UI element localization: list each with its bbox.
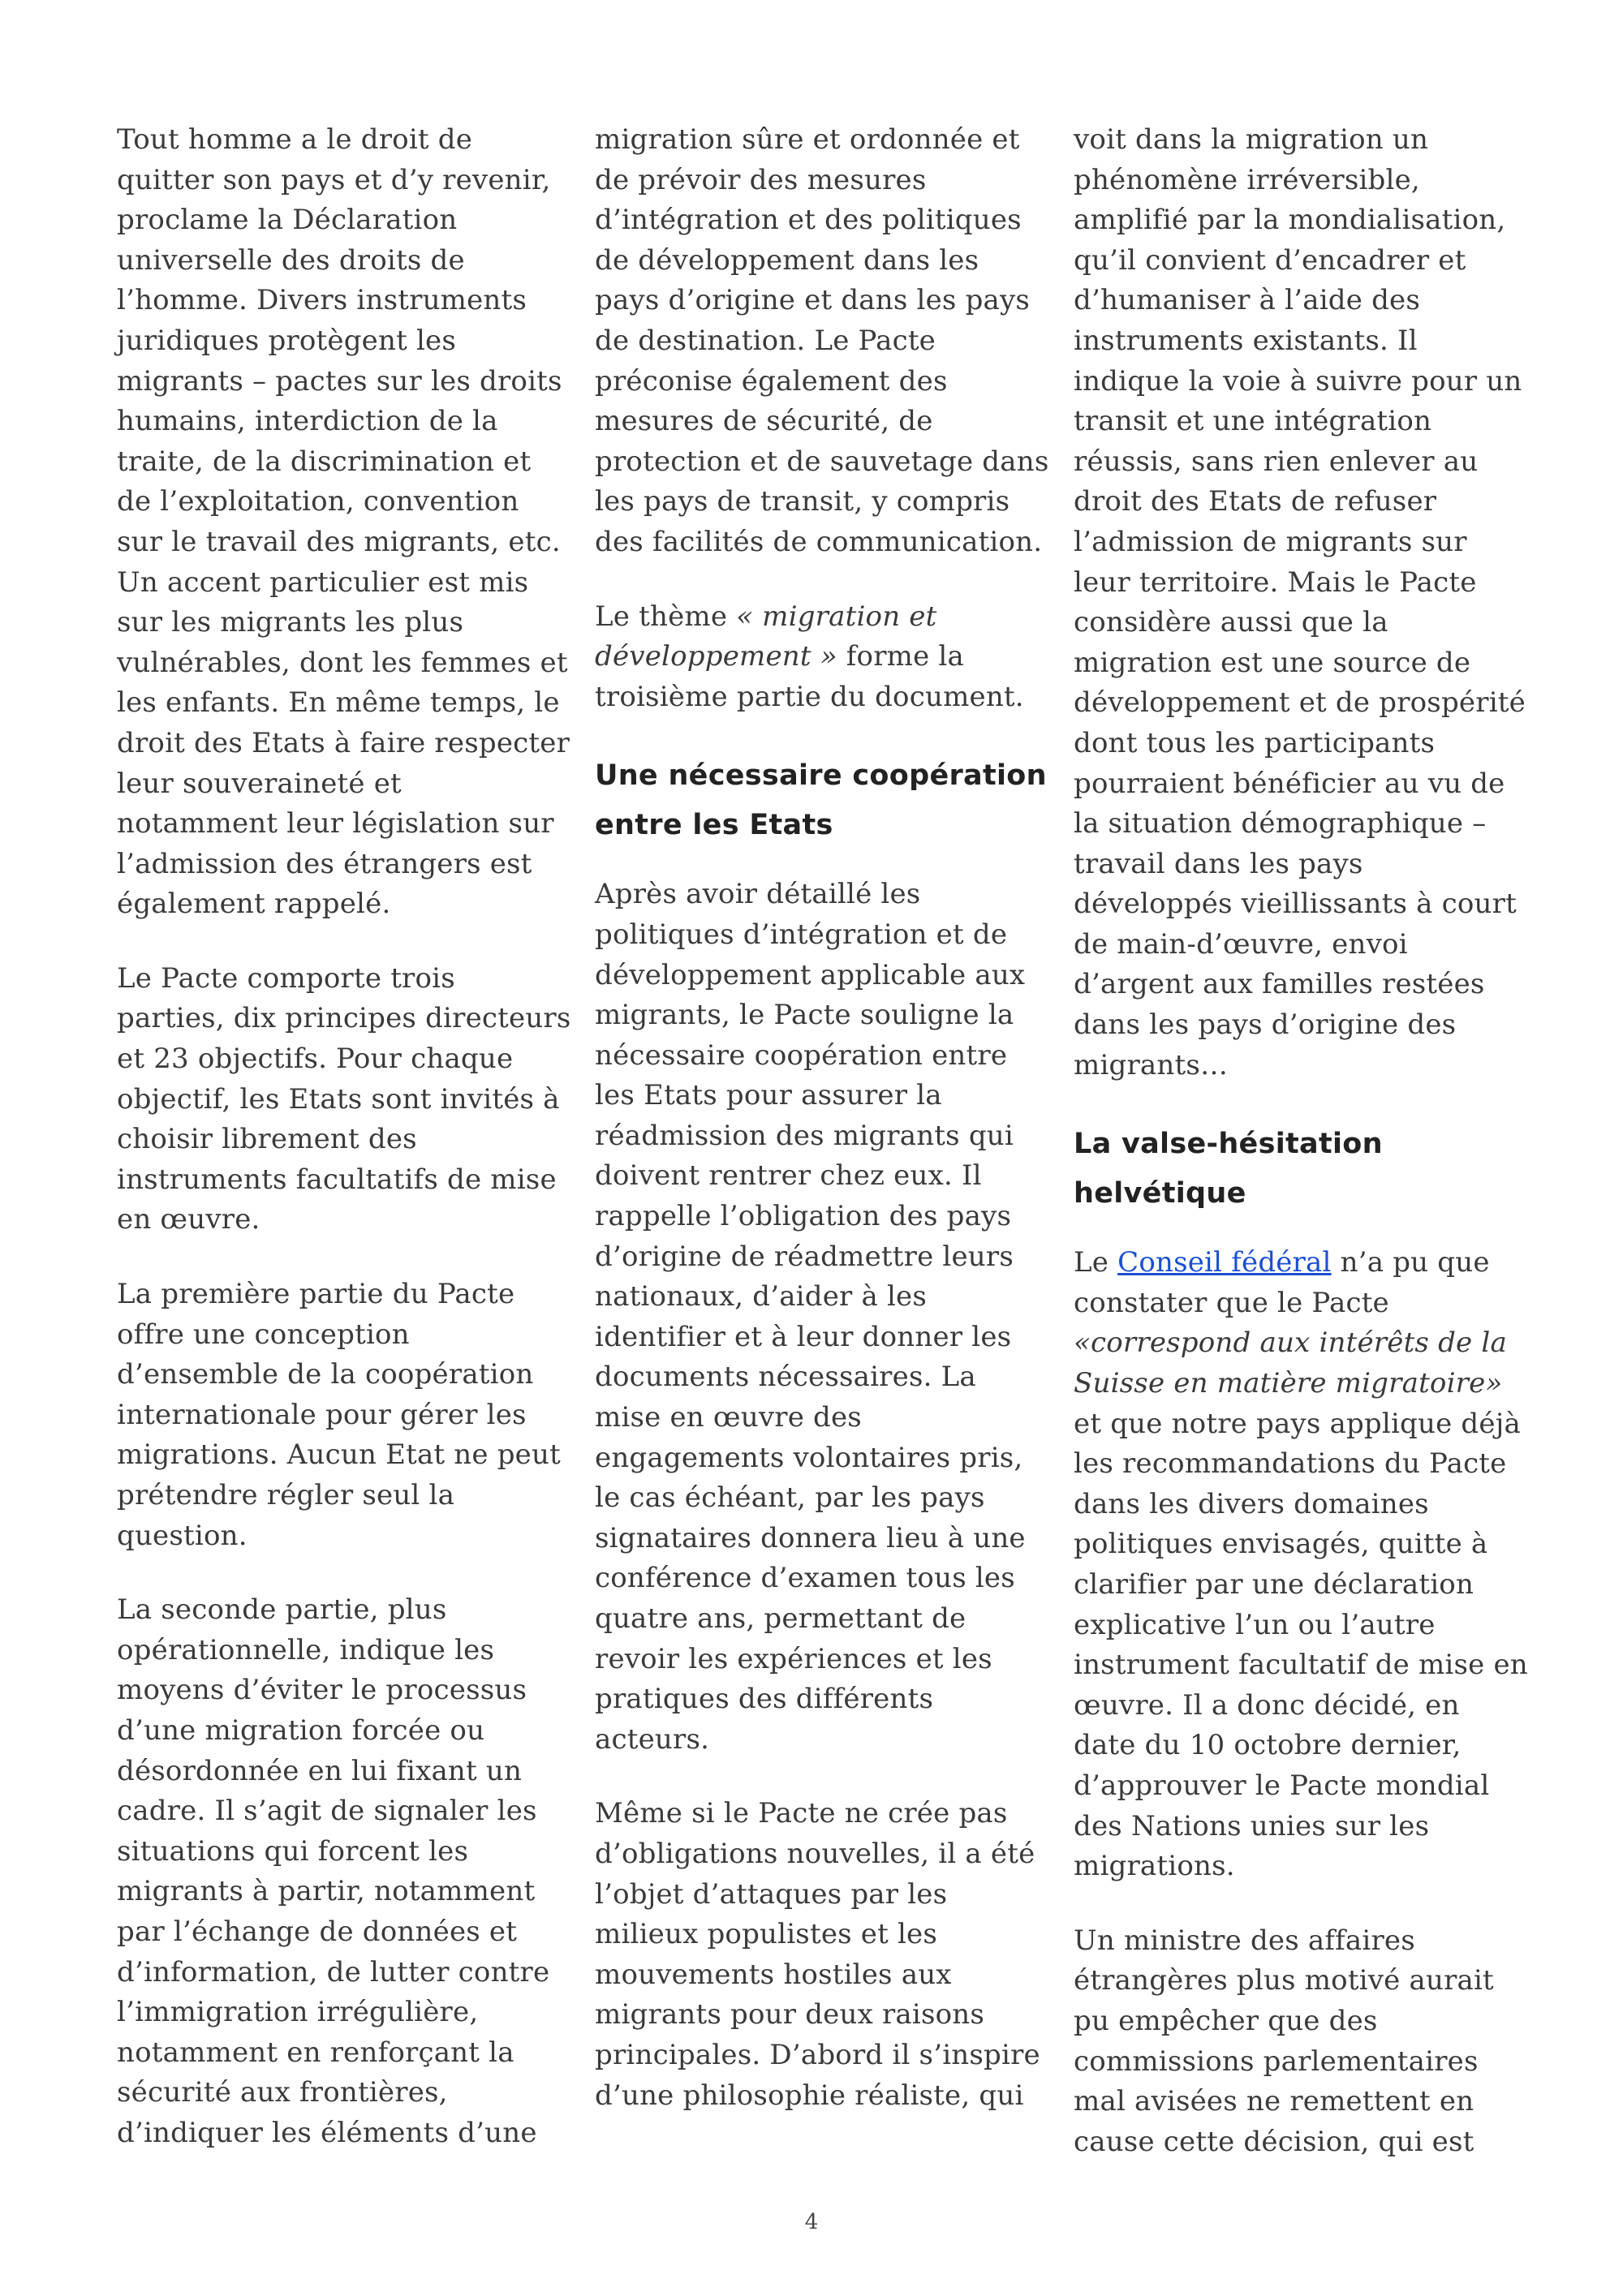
paragraph-text: n’a pu que constater que le Pacte [1074,1246,1490,1319]
paragraph-text: et que notre pays applique déjà les recommandations du Pacte dans les divers domaines politiques envisagés, quitte à clarifier par une déclaration explicative l’un ou l’autre instrument facultatif de mise en œuvre. Il a donc décidé, en date du 10 octobre dernier, d’approuver le Pacte mondial des Nations unies sur les migrations. [1074,1407,1528,1883]
paragraph: migration sûre et ordonnée et de prévoir des mesures d’intégration et des politiques de développement dans les pays d’origine et dans les pays de destination. Le Pacte préconise également des mesures de sécurité, de protection et de sauvetage dans les pays de transit, y compris des facilités de communication. [595,123,1049,558]
paragraph: Un ministre des affaires étrangères plus motivé aurait pu empêcher que des commissions parlementaires mal avisées ne remettent en cause cette décision, qui est [1074,1924,1494,2158]
paragraph: voit dans la migration un phénomène irréversible, amplifié par la mondialisation, qu’il convient d’encadrer et d’humaniser à l’aide des instruments existants. Il indique la voie à suivre pour un transit et une intégration réussis, sans rien enlever au droit des Etats de refuser l’admission de migrants sur leur territoire. Mais le Pacte considère aussi que la migration est une source de développement et de prospérité dont tous les participants pourraient bénéficier au vu de la situation démographique – travail dans les pays développés vieillissants à court de main-d’œuvre, envoi d’argent aux familles restées dans les pays d’origine des migrants… [1074,123,1526,1081]
paragraph-text: Le thème [595,600,737,633]
text-column-2 [595,120,1049,2116]
section-heading: La valse-hésitation helvétique [1074,1128,1383,1210]
section-heading: Une nécessaire coopération entre les Etats [595,759,1047,842]
italic-quote: «correspond aux intérêts de la Suisse en matière migratoire» [1074,1326,1507,1400]
paragraph: Même si le Pacte ne crée pas d’obligations nouvelles, il a été l’objet d’attaques par les milieux populistes et les mouvements hostiles aux migrants pour deux raisons principales. D’abord il s’inspire d’une philosophie réaliste, qui [595,1797,1040,2112]
paragraph: Tout homme a le droit de quitter son pays et d’y revenir, proclame la Déclaration universelle des droits de l’homme. Divers instruments juridiques protègent les migrants – pactes sur les droits humains, interdiction de la traite, de la discrimination et de l’exploitation, convention sur le travail des migrants, etc. Un accent particulier est mis sur les migrants les plus vulnérables, dont les femmes et les enfants. En même temps, le droit des Etats à faire respecter leur souveraineté et notamment leur législation sur l’admission des étrangers est également rappelé. [117,123,570,921]
paragraph [1074,1243,1528,1887]
italic-quote: « migration et développement » [595,600,937,673]
text-column-1 [117,120,571,2154]
paragraph-text: Le [1074,1246,1118,1279]
page-number: 4 [804,2210,819,2234]
paragraph: Après avoir détaillé les politiques d’intégration et de développement applicable aux migrants, le Pacte souligne la nécessaire coopération entre les Etats pour assurer la réadmission des migrants qui doivent rentrer chez eux. Il rappelle l’obligation des pays d’origine de réadmettre leurs nationaux, d’aider à les identifier et à leur donner les documents nécessaires. La mise en œuvre des engagements volontaires pris, le cas échéant, par les pays signataires donnera lieu à une conférence d’examen tous les quatre ans, permettant de revoir les expériences et les pratiques des différents acteurs. [595,878,1026,1756]
conseil-federal-link[interactable]: Conseil fédéral [1117,1246,1332,1279]
paragraph: La première partie du Pacte offre une conception d’ensemble de la coopération internationale pour gérer les migrations. Aucun Etat ne peut prétendre régler seul la question. [117,1278,561,1552]
text-column-3 [1074,120,1528,2162]
paragraph-text: forme la troisième partie du document. [595,640,1024,713]
paragraph: Le Pacte comporte trois parties, dix principes directeurs et 23 objectifs. Pour chaque objectif, les Etats sont invités à choisir librement des instruments facultatifs de mise en œuvre. [117,961,571,1236]
paragraph: La seconde partie, plus opérationnelle, indique les moyens d’éviter le processus d’une migration forcée ou désordonnée en lui fixant un cadre. Il s’agit de signaler les situations qui forcent les migrants à partir, notamment par l’échange de données et d’information, de lutter contre l’immigration irrégulière, notamment en renforçant la sécurité aux frontières, d’indiquer les éléments d’une [117,1593,550,2149]
paragraph [595,597,1049,718]
